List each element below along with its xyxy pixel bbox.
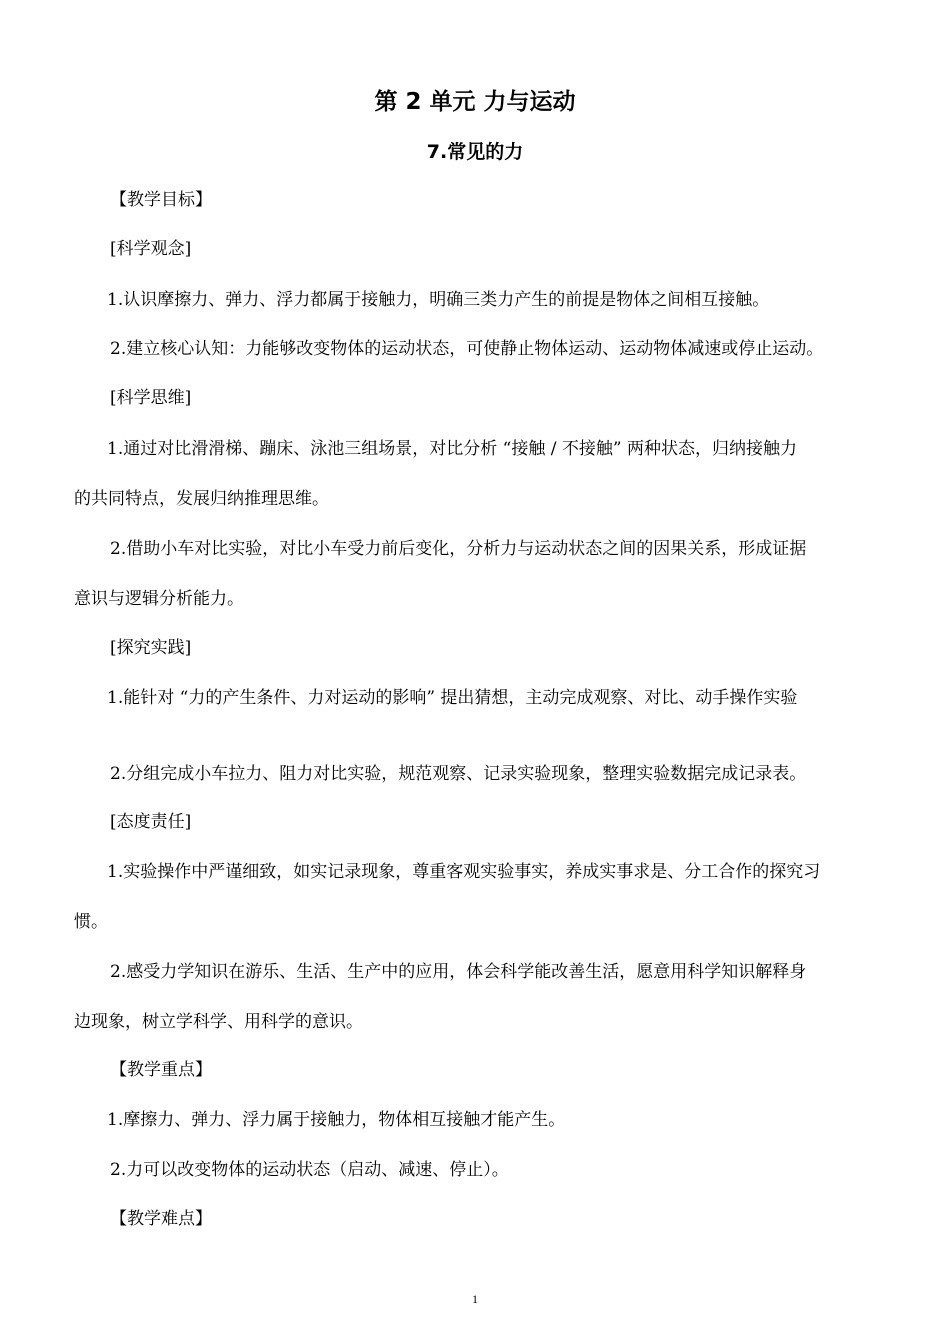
paragraph-line: 1.通过对比滑滑梯、蹦床、泳池三组场景，对比分析 “接触 / 不接触” 两种状态，归纳接触力	[107, 439, 797, 459]
paragraph-line: 的共同特点，发展归纳推理思维。	[74, 489, 329, 509]
subheading-inquiry-practice: [探究实践]	[110, 638, 192, 658]
paragraph-line: 2.借助小车对比实验，对比小车受力前后变化，分析力与运动状态之间的因果关系，形成证据	[110, 539, 807, 559]
subheading-science-concepts: [科学观念]	[110, 239, 192, 259]
paragraph-line: 惯。	[74, 912, 108, 932]
subheading-attitude-responsibility: [态度责任]	[110, 812, 192, 832]
subheading-science-thinking: [科学思维]	[110, 388, 192, 408]
paragraph-line: 1.实验操作中严谨细致，如实记录现象，尊重客观实验事实，养成实事求是、分工合作的探究习	[107, 862, 821, 882]
paragraph-line: 2.建立核心认知：力能够改变物体的运动状态，可使静止物体运动、运动物体减速或停止运动。	[110, 339, 824, 359]
section-heading-difficulties: 【教学难点】	[110, 1209, 212, 1229]
paragraph-line: 1.能针对 “力的产生条件、力对运动的影响” 提出猜想，主动完成观察、对比、动手操作实验	[107, 688, 798, 708]
paragraph-line: 2.分组完成小车拉力、阻力对比实验，规范观察、记录实验现象，整理实验数据完成记录表。	[110, 764, 807, 784]
paragraph-line: 意识与逻辑分析能力。	[74, 589, 244, 609]
unit-title: 第 2 单元 力与运动	[374, 89, 576, 115]
section-heading-objectives: 【教学目标】	[110, 190, 212, 210]
lesson-title: 7.常见的力	[426, 141, 524, 163]
paragraph-line: 1.认识摩擦力、弹力、浮力都属于接触力，明确三类力产生的前提是物体之间相互接触。	[107, 290, 770, 310]
paragraph-line: 2.感受力学知识在游乐、生活、生产中的应用，体会科学能改善生活，愿意用科学知识解释身	[110, 962, 807, 982]
paragraph-line: 2.力可以改变物体的运动状态（启动、减速、停止）。	[110, 1160, 509, 1180]
page-number: 1	[472, 1292, 478, 1306]
paragraph-line: 边现象，树立学科学、用科学的意识。	[74, 1012, 363, 1032]
section-heading-key-points: 【教学重点】	[110, 1060, 212, 1080]
paragraph-line: 1.摩擦力、弹力、浮力属于接触力，物体相互接触才能产生。	[107, 1110, 566, 1130]
